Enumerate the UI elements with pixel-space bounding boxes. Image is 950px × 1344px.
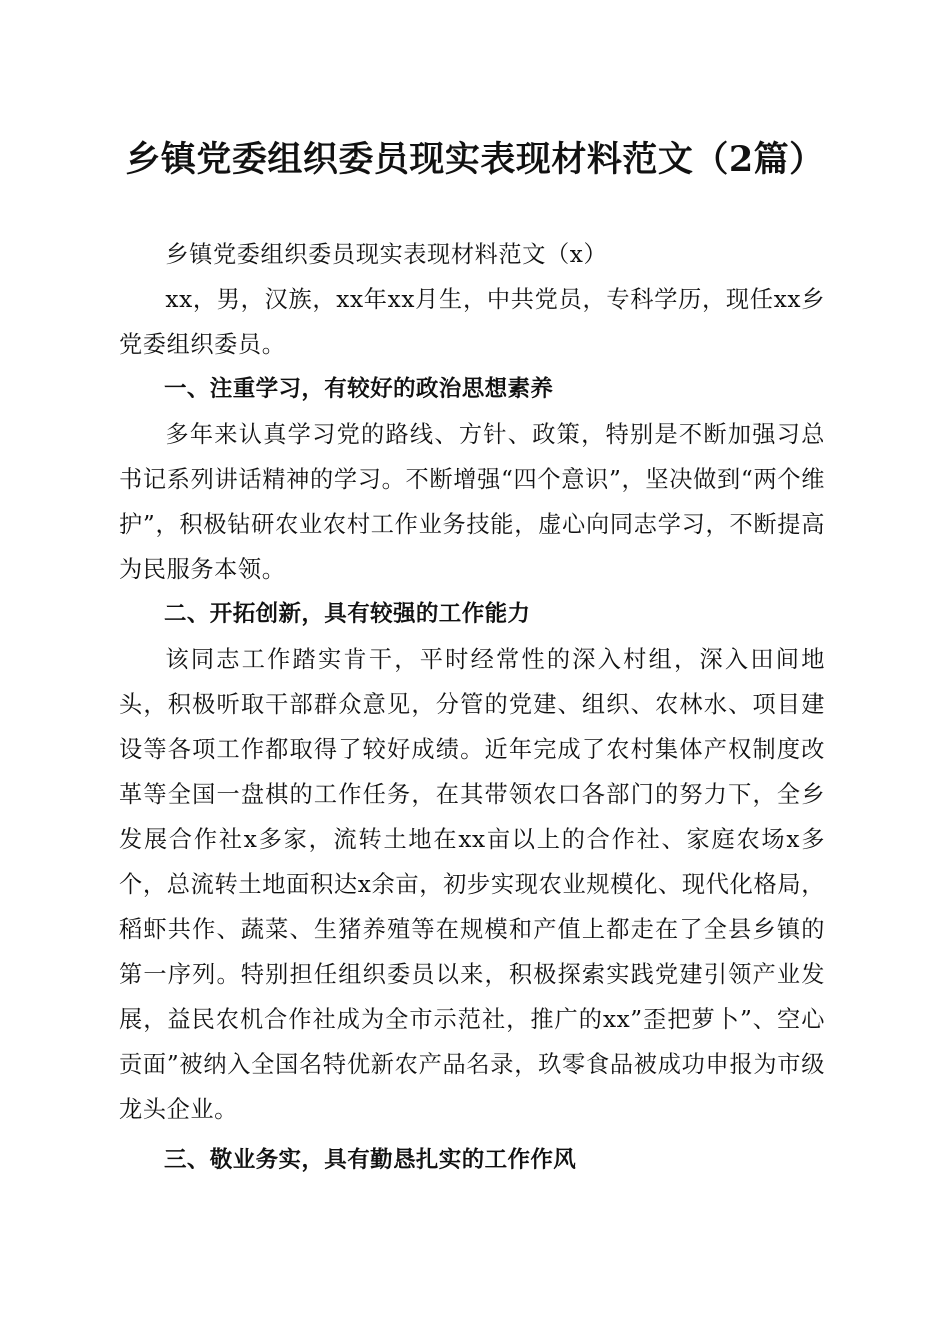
section-2-paragraph: 该同志工作踏实肯干，平时经常性的深入村组，深入田间地头，积极听取干部群众意见，分管的党建、组织、农林水、项目建设等各项工作都取得了较好成绩。近年完成了农村集体产权制度改革等全国一盘棋的工作任务，在其带领农口各部门的努力下，全乡发展合作社x多家，流转土地在xx亩以上的合作社、家庭农场x多个，总流转土地面积达x余亩，初步实现农业规模化、现代化格局，稻虾共作、蔬菜、生猪养殖等在规模和产值上都走在了全县乡镇的第一序列。特别担任组织委员以来，积极探索实践党建引领产业发展，益民农机合作社成为全市示范社，推广的xx”歪把萝卜”、空心贡面”被纳入全国名特优新农产品名录，玖零食品被成功申报为市级龙头企业。 [119, 646, 825, 1123]
section-1-paragraph: 多年来认真学习党的路线、方针、政策，特别是不断加强习总书记系列讲话精神的学习。不断增强“四个意识”，坚决做到“两个维护”，积极钻研农业农村工作业务技能，虚心向同志学习，不断提高为民服务本领。 [119, 421, 825, 583]
document-title: 乡镇党委组织委员现实表现材料范文（2篇） [125, 139, 825, 180]
section-heading-1: 一、注重学习，有较好的政治思想素养 [164, 376, 554, 402]
section-heading-3: 三、敬业务实，具有勤恳扎实的工作作风 [164, 1147, 577, 1173]
section-subtitle: 乡镇党委组织委员现实表现材料范文（x） [165, 241, 608, 268]
section-heading-2: 二、开拓创新，具有较强的工作能力 [164, 601, 531, 627]
document-body [119, 232, 825, 1183]
profile-paragraph: xx，男，汉族，xx年xx月生，中共党员，专科学历，现任xx乡党委组织委员。 [119, 286, 825, 358]
